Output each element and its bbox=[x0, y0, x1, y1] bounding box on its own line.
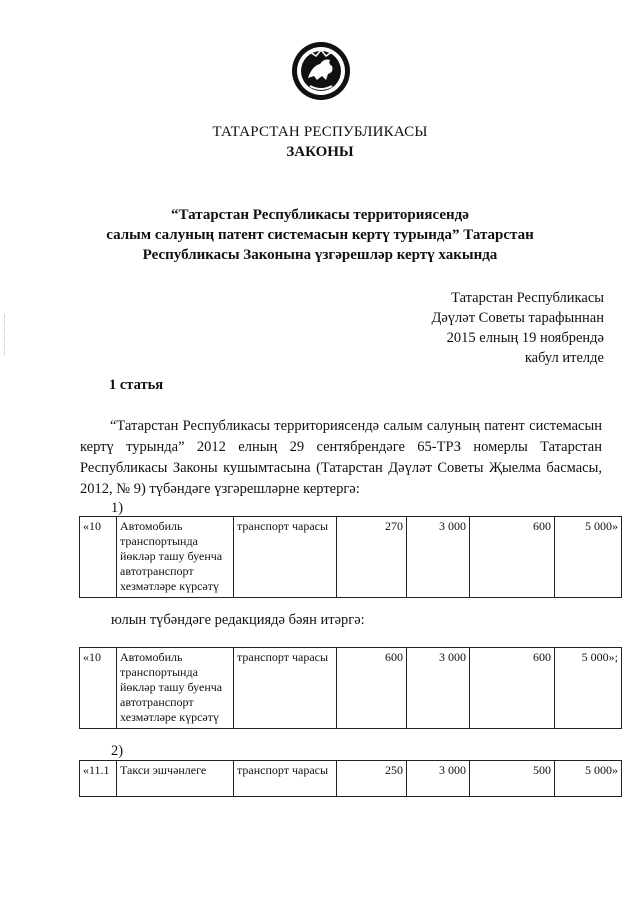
adoption-line: Татарстан Республикасы bbox=[451, 290, 604, 306]
law-title: ЗАКОНЫ bbox=[286, 144, 354, 160]
cell-value: 3 000 bbox=[407, 648, 470, 729]
tariff-table-new bbox=[79, 647, 622, 729]
cell-value: 5 000»; bbox=[555, 648, 622, 729]
cell-value: 600 bbox=[337, 648, 407, 729]
item-2-label: 2) bbox=[111, 743, 124, 759]
paragraph-text: “Татарстан Республикасы территориясендә салым салуның патент системасын кертү турында” 2012 елның 29 сентябрендәге 65-ТРЗ номерлы Татарстан Республикасы Законы кушымтасына (Татарстан Дәүләт Советы Җыелма басмасы, 2012, № 9) түбәндәге үзгәрешләрне кертергә: bbox=[80, 418, 602, 497]
cell-value: 250 bbox=[337, 761, 407, 797]
table-row bbox=[80, 648, 622, 729]
cell-unit: транспорт чарасы bbox=[234, 517, 337, 598]
margin-mark bbox=[4, 315, 7, 355]
law-heading-line: салым салуның патент системасын кертү турында” Татарстан bbox=[106, 227, 534, 243]
tariff-table-old bbox=[79, 516, 622, 598]
table-row bbox=[80, 517, 622, 598]
cell-code: «10 bbox=[80, 517, 117, 598]
cell-value: 600 bbox=[470, 517, 555, 598]
cell-unit: транспорт чарасы bbox=[234, 648, 337, 729]
cell-service: Такси эшчәнлеге bbox=[117, 761, 234, 797]
tariff-table-taxi bbox=[79, 760, 622, 797]
cell-code: «10 bbox=[80, 648, 117, 729]
edit-phrase: юлын түбәндәге редакциядә бәян итәргә: bbox=[111, 612, 365, 628]
cell-value: 5 000» bbox=[555, 761, 622, 797]
adoption-line: кабул ителде bbox=[524, 350, 604, 366]
cell-value: 270 bbox=[337, 517, 407, 598]
adoption-line: Дәүләт Советы тарафыннан bbox=[431, 310, 604, 326]
item-1-label: 1) bbox=[111, 500, 124, 516]
cell-value: 600 bbox=[470, 648, 555, 729]
cell-value: 3 000 bbox=[407, 761, 470, 797]
cell-value: 500 bbox=[470, 761, 555, 797]
cell-code: «11.1 bbox=[80, 761, 117, 797]
adoption-line: 2015 елның 19 ноябрендә bbox=[446, 330, 604, 346]
table-row bbox=[80, 761, 622, 797]
republic-title: ТАТАРСТАН РЕСПУБЛИКАСЫ bbox=[212, 124, 428, 140]
article-title: 1 статья bbox=[109, 377, 164, 393]
cell-value: 3 000 bbox=[407, 517, 470, 598]
law-heading-line: “Татарстан Республикасы территориясендә bbox=[171, 207, 469, 223]
law-heading-line: Республикасы Законына үзгәрешләр кертү хакында bbox=[142, 247, 498, 263]
adoption-note bbox=[431, 288, 604, 368]
cell-service: Автомобиль транспортында йөкләр ташу буенча автотранспорт хезмәтләре күрсәтү bbox=[117, 648, 234, 729]
cell-value: 5 000» bbox=[555, 517, 622, 598]
law-heading bbox=[0, 205, 640, 265]
cell-unit: транспорт чарасы bbox=[234, 761, 337, 797]
article-paragraph bbox=[80, 416, 602, 500]
coat-of-arms-emblem bbox=[290, 40, 352, 102]
cell-service: Автомобиль транспортында йөкләр ташу буенча автотранспорт хезмәтләре күрсәтү bbox=[117, 517, 234, 598]
